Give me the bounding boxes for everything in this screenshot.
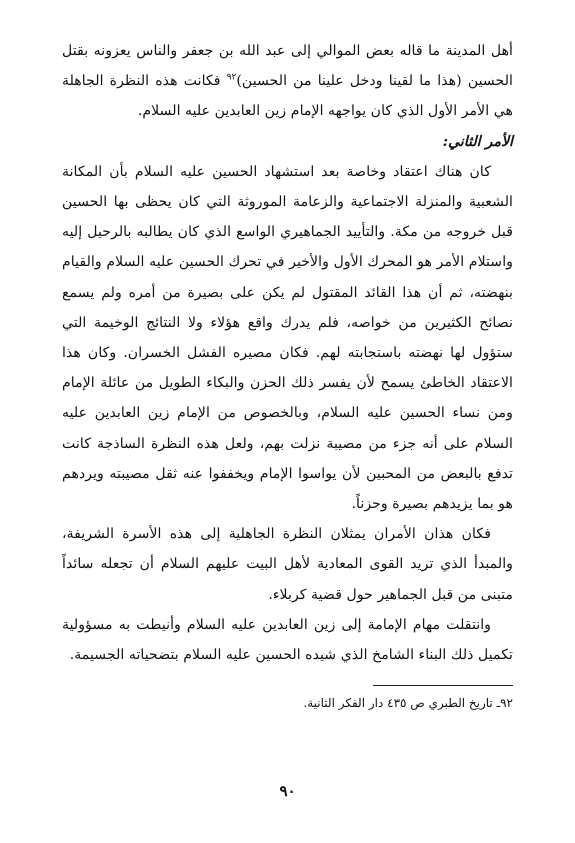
paragraph-1-text: أهل المدينة ما قاله بعض الموالي إلى عبد الله بن جعفر والناس يعزونه بقتل الحسين (هذا ما لقينا ودخل علينا من الحسين) <box>62 43 513 90</box>
page-number: ٩٠ <box>279 782 296 800</box>
paragraph-1 <box>62 36 513 127</box>
section-heading: الأمر الثاني: <box>442 133 513 150</box>
paragraph-4: وانتقلت مهام الإمامة إلى زين العابدين عليه السلام وأنيطت به مسؤولية تكميل ذلك البناء الشامخ الذي شيده الحسين عليه السلام بتضحياته الجسيمة. <box>62 616 513 664</box>
paragraph-3: فكان هذان الأمران يمثلان النظرة الجاهلية إلى هذه الأسرة الشريفة، والمبدأ الذي تريد القوى المعادية لأهل البيت عليهم السلام أن تجعله سائداً متبنى من قبل الجماهير حول قضية كربلاء. <box>62 526 513 603</box>
footnote-reference: ٩٢ <box>226 72 237 83</box>
paragraph-1-continuation: فكانت هذه النظرة الجاهلة هي الأمر الأول الذي كان يواجهه الإمام زين العابدين عليه السلام. <box>62 73 513 120</box>
footnote: ٩٢ـ تاريخ الطبري ص ٤٣٥ دار الفكر الثانية. <box>303 696 513 710</box>
main-text <box>62 36 513 670</box>
paragraph-2: كان هناك اعتقاد وخاصة بعد استشهاد الحسين عليه السلام بأن المكانة الشعبية والمنزلة الاجتماعية والزعامة الموروثة التي كان يحظى بها الحسين قبل خروجه من مكة. والتأييد الجماهيري الواسع الذي كان يطالبه بالرحيل إليه واستلام الأمر هو المحرك الأول والأخير في تحرك الحسين عليه السلام والقيام بنهضته، ثم أن هذا القائد المقتول لم يكن على بصيرة من أمره ولم يسمع نصائح الكثيرين من خواصه، فلم يدرك واقع هؤلاء ولا النتائج الوخيمة التي ستؤول لها نهضته باستجابته لهم. فكان مصيره الفشل الخسران. وكان هذا الاعتقاد الخاطئ يسمح لأن يفسر ذلك الحزن والبكاء الطويل من عائلة الإمام ومن نساء الحسين عليه السلام، وبالخصوص من الإمام زين العابدين عليه السلام على أنه جزء من مصيبة نزلت بهم، ولعل هذه النظرة الساذجة كانت تدفع بالبعض من المحبين لأن يواسوا الإمام ويخففوا عنه ثقل مصيبته ويردهم هو بما يزيدهم بصيرة وحزناً. <box>62 163 513 513</box>
footnote-divider <box>373 685 513 686</box>
